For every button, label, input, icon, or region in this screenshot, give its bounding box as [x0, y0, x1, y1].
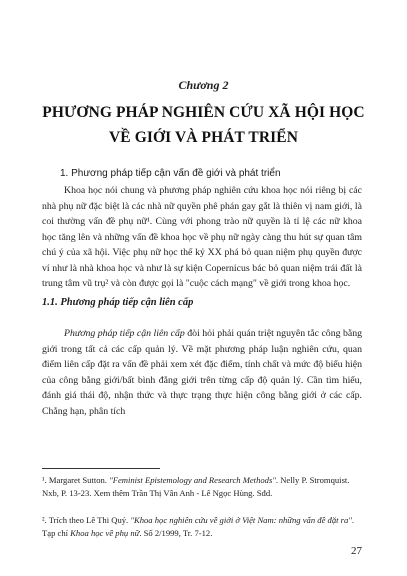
footnote-1: [42, 474, 364, 499]
footnote-2-journal: Khoa học về phụ nữ: [70, 527, 140, 538]
chapter-title-line-1: PHƯƠNG PHÁP NGHIÊN CỨU XÃ HỘI HỌC: [42, 104, 365, 121]
footnote-divider: [42, 468, 160, 469]
footnote-1-source: . Nelly P. Stromquist. Nxb, P. 13-23. Xem thêm Trần Thị Vân Anh - Lê Ngọc Hùng. Sđd.: [42, 475, 350, 498]
footnote-2-mid: . Tạp chí: [42, 515, 355, 538]
subsection-heading: 1.1. Phương pháp tiếp cận liên cấp: [42, 297, 194, 308]
chapter-label: Chương 2: [178, 78, 229, 92]
footnote-2-source: . Số 2/1999, Tr. 7-12.: [139, 527, 213, 538]
paragraph-2-lead: Phương pháp tiếp cận liên cấp: [64, 328, 185, 339]
chapter-title-line-2: VỀ GIỚI VÀ PHÁT TRIỂN: [108, 129, 298, 146]
footnote-1-author: ¹. Margaret Sutton.: [42, 475, 110, 485]
body-paragraph-1: Khoa học nói chung và phương pháp nghiên cứu khoa học nói riêng bị các nhà phụ nữ đặc biệt là các nhà nữ quyền phê phán gay gắt là thiên vị nam giới, là coi thường vấn đề phụ nữ¹. Cùng với phong trào nữ quyền là tỉ lệ các nữ khoa học tăng lên và những vấn đề khoa học về phụ nữ ngày càng thu hút sự quan tâm chú ý của xã hội. Việc phụ nữ học thế kỷ XX phá bỏ quan niệm phụ quyền được ví như là nhà khoa học và như là sự kiện Copernicus bác bỏ quan niệm trái đất là trung tâm vũ trụ² và còn được gọi là "cuộc cách mạng" về giới trong khoa học.: [42, 185, 362, 289]
footnote-2: [42, 514, 364, 539]
footnote-1-title: "Feminist Epistemology and Research Methods": [109, 475, 276, 485]
section-heading: 1. Phương pháp tiếp cận vấn đề giới và phát triển: [60, 168, 281, 179]
page-number: 27: [351, 545, 362, 557]
paragraph-2-text: đòi hỏi phải quán triệt nguyên tắc công bằng giới trong tất cả các cấp quản lý. Về mặt phương pháp luận nghiên cứu, quan điểm liên cấp đặt ra vấn đề phải xem xét đặc điểm, tính chất và mức độ biểu hiện của công bằng giới/bất bình đẳng giới trên từng cấp độ quản lý. Cần tìm hiểu, đánh giá thái độ, nhận thức và thực trạng thực hiện công bằng giới ở các cấp. Chẳng hạn, phân tích: [42, 328, 362, 417]
footnote-2-author: ². Trích theo Lê Thi Quý.: [42, 515, 131, 525]
footnote-2-title: "Khoa học nghiên cứu về giới ở Việt Nam: những vấn đề đặt ra": [130, 515, 352, 525]
body-paragraph-2: [42, 326, 362, 419]
